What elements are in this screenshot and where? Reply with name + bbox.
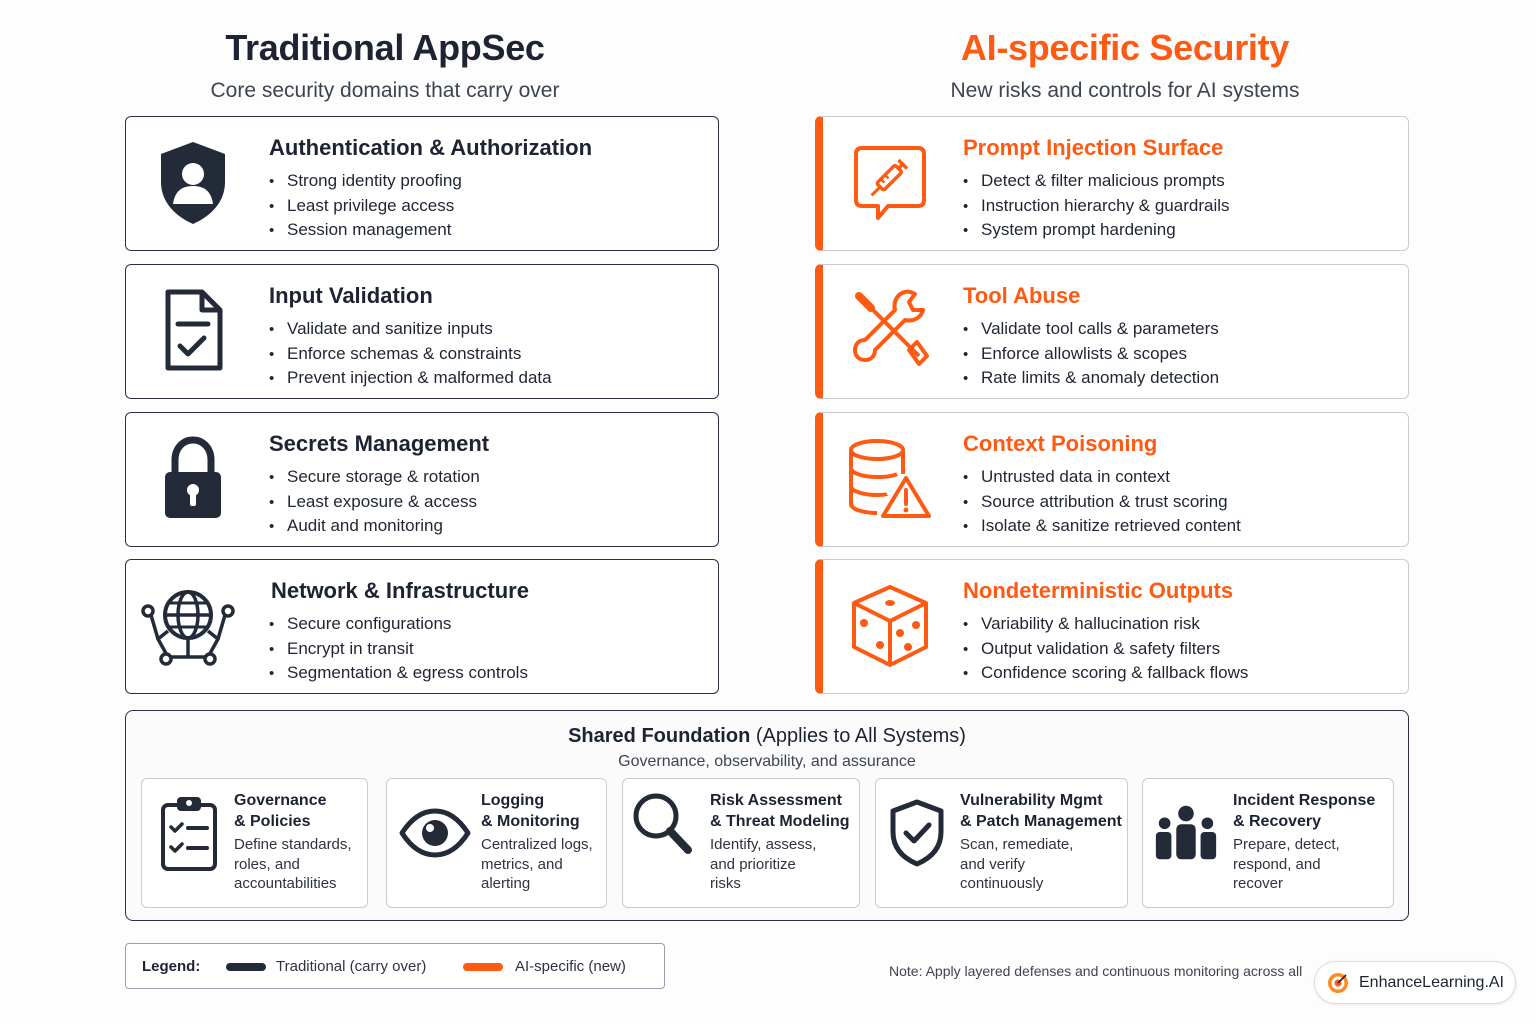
card-prompt-injection: [815, 116, 1409, 251]
legend-ai-text: AI-specific (new): [515, 958, 626, 975]
tile-desc-line: Identify, assess,: [710, 836, 817, 853]
shield-check-icon: [882, 793, 952, 873]
tile-title-line: Governance: [234, 792, 327, 809]
tile-desc-line: and verify: [960, 855, 1026, 873]
target-logo-icon: [1327, 972, 1349, 994]
list-item: • Strong identity proofing: [269, 169, 462, 194]
list-item: • Prevent injection & malformed data: [269, 366, 552, 391]
traditional-header: [125, 27, 645, 103]
shared-title: [126, 725, 1408, 748]
tile-description: [481, 835, 593, 894]
legend-label: Legend:: [142, 958, 201, 975]
list-item: • Confidence scoring & fallback flows: [963, 661, 1248, 686]
card-list: [963, 465, 1241, 539]
database-warning-icon: [845, 431, 935, 527]
card-list: [963, 612, 1248, 686]
card-title: Tool Abuse: [963, 283, 1081, 308]
ai-header: [815, 27, 1435, 103]
list-item: • Isolate & sanitize retrieved content: [963, 514, 1241, 539]
team-icon: [1151, 793, 1221, 873]
card-context-poisoning: [815, 412, 1409, 547]
card-title: Network & Infrastructure: [271, 578, 529, 603]
card-title: Context Poisoning: [963, 431, 1158, 456]
document-check-icon: [148, 283, 238, 379]
padlock-icon: [148, 431, 238, 527]
card-tool-abuse: [815, 264, 1409, 399]
tile-desc-line: continuously: [960, 875, 1044, 892]
clipboard-checklist-icon: [154, 793, 224, 873]
list-item: • Rate limits & anomaly detection: [963, 366, 1219, 391]
card-title: Secrets Management: [269, 431, 490, 456]
tile-desc-line: and prioritize: [710, 855, 796, 873]
brand-badge[interactable]: [1314, 961, 1516, 1004]
list-item: • Source attribution & trust scoring: [963, 490, 1241, 515]
traditional-title: Traditional AppSec: [225, 27, 545, 68]
list-item: • Least exposure & access: [269, 490, 480, 515]
tile-desc-line: Centralized logs,: [481, 836, 593, 853]
list-item: • Secure configurations: [269, 612, 528, 637]
footnote: Note: Apply layered defenses and continuous monitoring across all: [889, 963, 1303, 979]
list-item: • Detect & filter malicious prompts: [963, 169, 1230, 194]
tile-title: [1233, 790, 1375, 832]
tile-desc-line: risks: [710, 875, 741, 892]
tile-title: [234, 790, 326, 832]
card-network-infrastructure: [125, 559, 719, 694]
tools-icon: [845, 283, 935, 379]
card-list: [269, 317, 552, 391]
tile-description: [234, 835, 352, 894]
tile-title-line: & Recovery: [1233, 813, 1322, 830]
tile-desc-line: respond, and: [1233, 855, 1321, 873]
tile-title: [481, 790, 580, 832]
tile-desc-line: Define standards,: [234, 836, 352, 853]
shared-title-bold: Shared Foundation: [568, 725, 751, 747]
tile-desc-line: Prepare, detect,: [1233, 836, 1340, 853]
card-nondeterministic-outputs: [815, 559, 1409, 694]
tile-description: [960, 835, 1073, 894]
shield-user-icon: [148, 135, 238, 231]
card-title: Input Validation: [269, 283, 433, 308]
list-item: • Enforce allowlists & scopes: [963, 342, 1219, 367]
eye-icon: [399, 793, 471, 873]
tile-desc-line: roles, and: [234, 855, 300, 873]
traditional-subtitle: Core security domains that carry over: [210, 79, 560, 102]
card-list: [963, 317, 1219, 391]
tile-desc-line: Scan, remediate,: [960, 836, 1074, 853]
tile-description: [710, 835, 816, 894]
tile-governance: [141, 778, 368, 908]
tile-title-line: & Patch Management: [960, 813, 1122, 830]
dice-icon: [845, 578, 935, 674]
list-item: • Least privilege access: [269, 194, 462, 219]
legend-swatch-traditional: [226, 963, 266, 971]
card-authentication: [125, 116, 719, 251]
globe-network-icon: [138, 578, 238, 674]
ai-title: AI-specific Security: [960, 27, 1290, 68]
tile-risk-assessment: [622, 778, 860, 908]
tile-description: [1233, 835, 1340, 894]
legend: [125, 943, 665, 989]
tile-desc-line: recover: [1233, 875, 1284, 892]
tile-title-line: Logging: [481, 792, 545, 809]
ai-subtitle: New risks and controls for AI systems: [950, 79, 1300, 102]
list-item: • Variability & hallucination risk: [963, 612, 1248, 637]
tile-desc-line: accountabilities: [234, 875, 337, 892]
card-list: [269, 612, 528, 686]
tile-incident-response: [1142, 778, 1394, 908]
list-item: • Audit and monitoring: [269, 514, 480, 539]
shared-foundation-panel: [125, 710, 1409, 921]
tile-title-line: & Policies: [234, 813, 311, 830]
card-list: [269, 169, 462, 243]
magnifier-icon: [627, 783, 697, 863]
list-item: • Secure storage & rotation: [269, 465, 480, 490]
shared-title-rest: (Applies to All Systems): [750, 725, 966, 747]
syringe-chat-icon: [845, 135, 935, 231]
card-input-validation: [125, 264, 719, 399]
legend-traditional-text: Traditional (carry over): [276, 958, 427, 975]
tile-title-line: Risk Assessment: [710, 792, 842, 809]
list-item: • Enforce schemas & constraints: [269, 342, 552, 367]
list-item: • Session management: [269, 218, 462, 243]
card-title: Authentication & Authorization: [269, 135, 593, 160]
list-item: • Validate and sanitize inputs: [269, 317, 552, 342]
list-item: • Validate tool calls & parameters: [963, 317, 1219, 342]
list-item: • Untrusted data in context: [963, 465, 1241, 490]
tile-title-line: Vulnerability Mgmt: [960, 792, 1103, 809]
legend-swatch-ai: [463, 963, 503, 971]
tile-title: [960, 790, 1122, 832]
brand-name: EnhanceLearning.AI: [1359, 974, 1504, 991]
card-title: Nondeterministic Outputs: [963, 578, 1234, 603]
tile-title-line: Incident Response: [1233, 792, 1376, 809]
list-item: • Encrypt in transit: [269, 637, 528, 662]
tile-title-line: & Monitoring: [481, 813, 580, 830]
tile-title: [710, 790, 850, 832]
tile-logging: [386, 778, 607, 908]
card-title: Prompt Injection Surface: [963, 135, 1224, 160]
card-list: [269, 465, 480, 539]
tile-vulnerability-mgmt: [875, 778, 1128, 908]
card-list: [963, 169, 1230, 243]
shared-subtitle: Governance, observability, and assurance: [618, 753, 916, 770]
tile-desc-line: metrics, and: [481, 855, 563, 873]
tile-desc-line: alerting: [481, 875, 531, 892]
tile-title-line: & Threat Modeling: [710, 813, 850, 830]
list-item: • Segmentation & egress controls: [269, 661, 528, 686]
list-item: • Output validation & safety filters: [963, 637, 1248, 662]
card-secrets-management: [125, 412, 719, 547]
list-item: • Instruction hierarchy & guardrails: [963, 194, 1230, 219]
list-item: • System prompt hardening: [963, 218, 1230, 243]
